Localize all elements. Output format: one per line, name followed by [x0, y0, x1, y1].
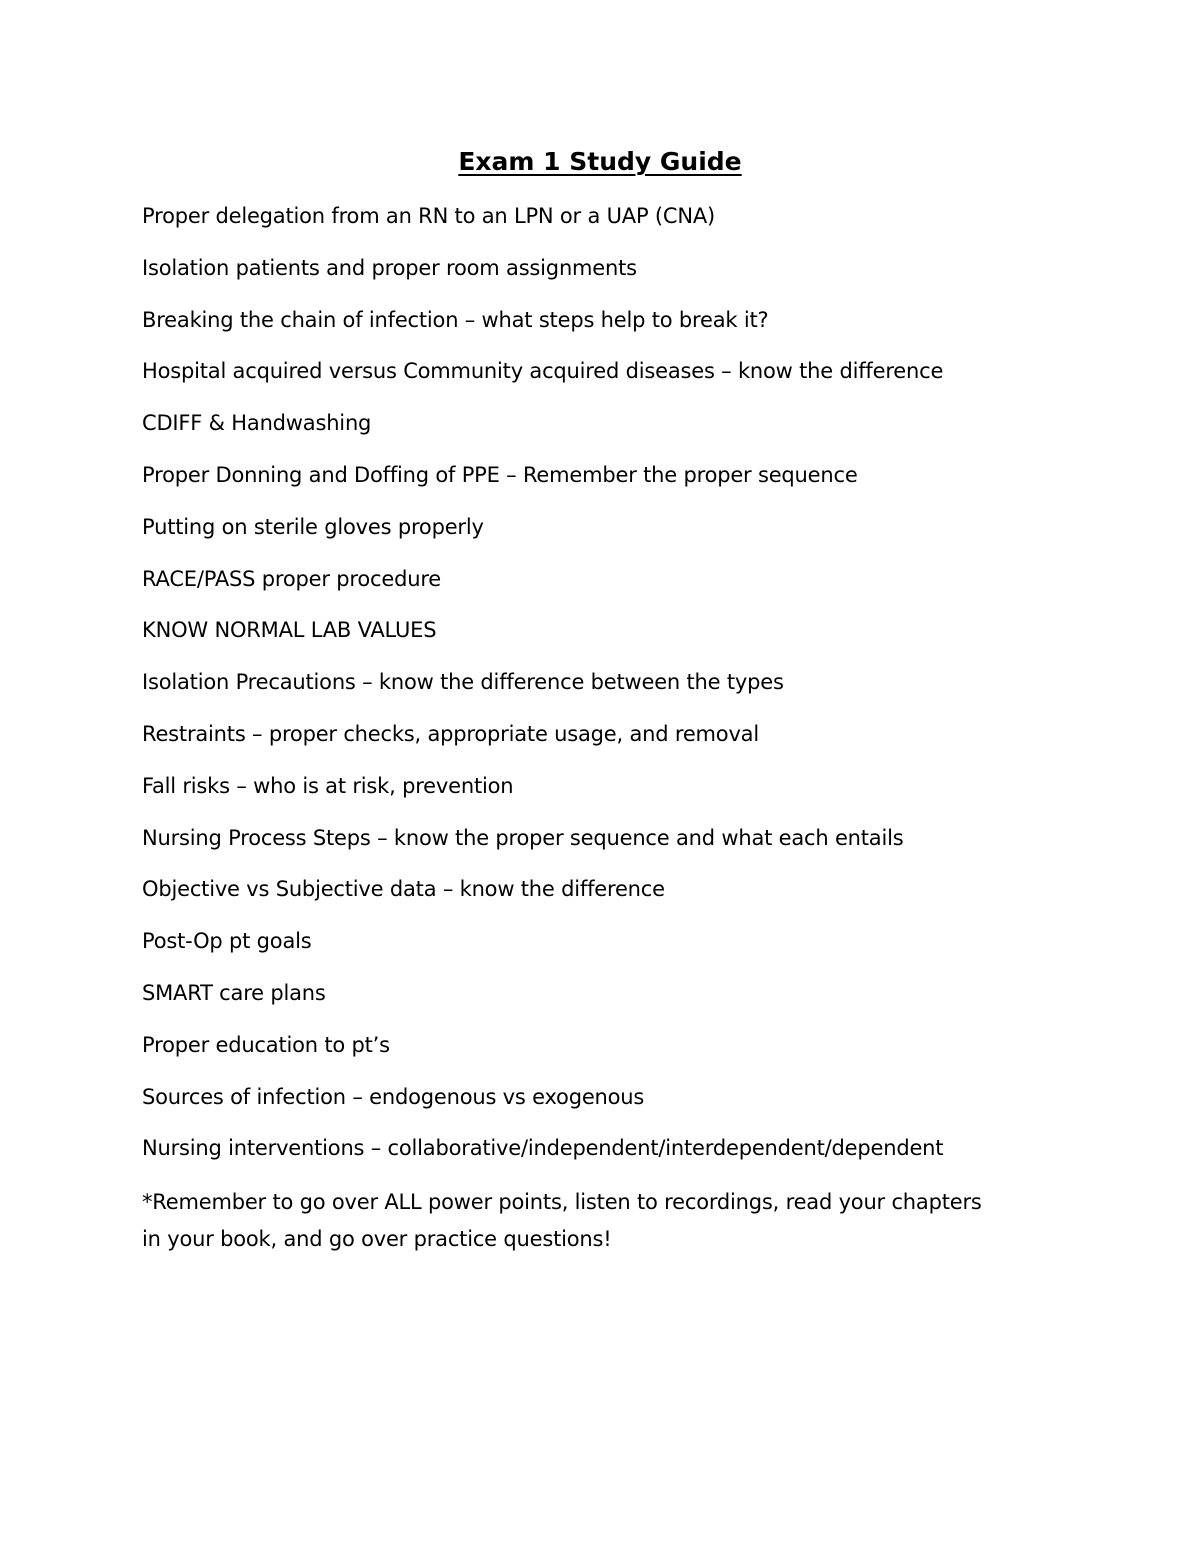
list-item: Hospital acquired versus Community acquired diseases – know the difference — [142, 359, 944, 384]
list-item: Nursing interventions – collaborative/independent/interdependent/dependent — [142, 1136, 944, 1161]
list-item: SMART care plans — [142, 980, 326, 1005]
list-item: KNOW NORMAL LAB VALUES — [142, 618, 437, 643]
reminder-note-line: *Remember to go over ALL power points, listen to recordings, read your chapters — [142, 1190, 982, 1214]
list-item: Proper education to pt’s — [142, 1032, 390, 1057]
list-item: Breaking the chain of infection – what steps help to break it? — [142, 307, 769, 332]
page-title: Exam 1 Study Guide — [458, 147, 742, 176]
list-item: Isolation Precautions – know the difference between the types — [142, 670, 784, 695]
list-item: CDIFF & Handwashing — [142, 411, 372, 436]
list-item: Nursing Process Steps – know the proper sequence and what each entails — [142, 825, 904, 850]
list-item: Post-Op pt goals — [142, 929, 312, 954]
study-topic-list — [142, 198, 1062, 1182]
list-item: Sources of infection – endogenous vs exogenous — [142, 1084, 645, 1109]
list-item: Objective vs Subjective data – know the difference — [142, 877, 665, 902]
reminder-note-line: in your book, and go over practice questions! — [142, 1227, 612, 1251]
list-item: Proper Donning and Doffing of PPE – Remember the proper sequence — [142, 462, 858, 487]
list-item: Restraints – proper checks, appropriate usage, and removal — [142, 721, 759, 746]
reminder-note — [142, 1184, 1062, 1258]
list-item: Isolation patients and proper room assignments — [142, 255, 637, 280]
list-item: Putting on sterile gloves properly — [142, 514, 484, 539]
list-item: RACE/PASS proper procedure — [142, 566, 442, 591]
list-item: Fall risks – who is at risk, prevention — [142, 773, 514, 798]
list-item: Proper delegation from an RN to an LPN or a UAP (CNA) — [142, 204, 716, 228]
